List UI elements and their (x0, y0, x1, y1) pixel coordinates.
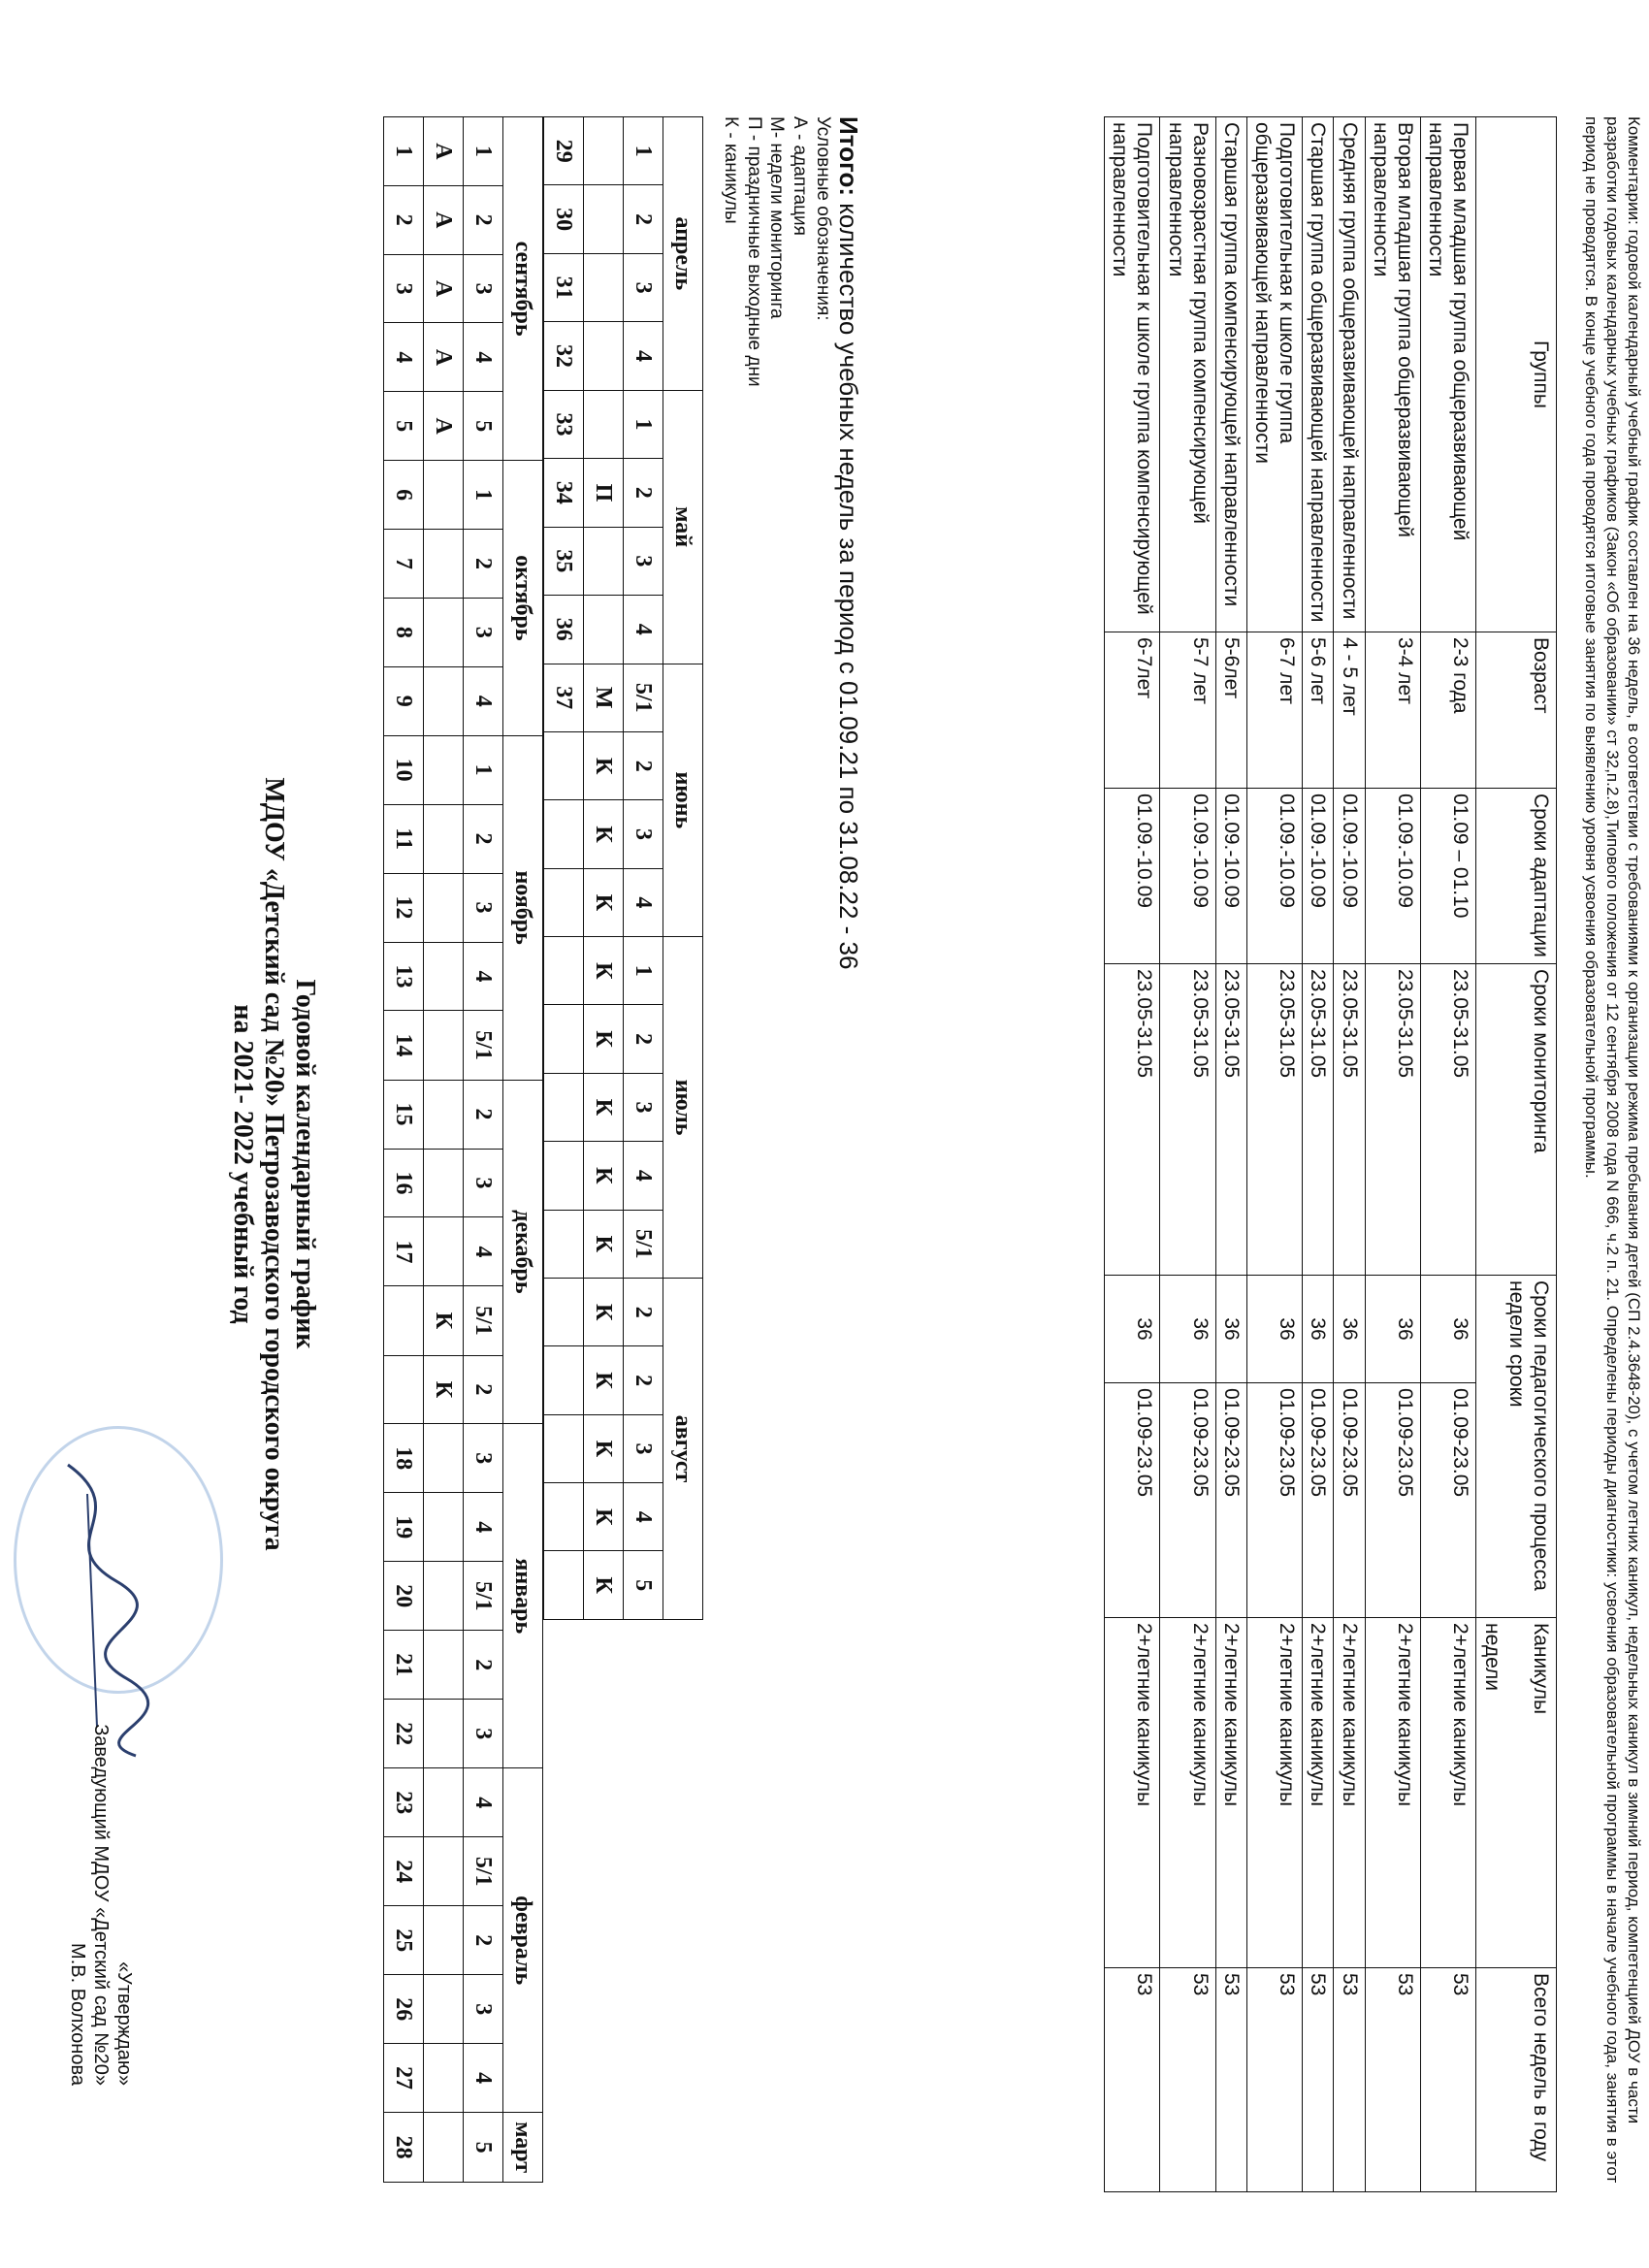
week-mark-cell (584, 527, 624, 595)
week-mark-cell: К (584, 1414, 624, 1482)
month-header-cell: январь (503, 1424, 543, 1768)
week-count-cell: 37 (544, 664, 584, 732)
total-weeks-cell: 53 (1215, 1968, 1246, 2192)
week-number-cell: 2 (624, 459, 663, 527)
week-count-cell (544, 1279, 584, 1346)
week-number-cell: 2 (624, 1279, 663, 1346)
header-age: Возраст (1476, 632, 1557, 789)
week-number-cell: 1 (624, 937, 663, 1005)
week-count-cell (544, 868, 584, 936)
week-count-cell: 6 (384, 461, 424, 530)
week-number-cell: 3 (624, 527, 663, 595)
week-mark-cell: К (584, 1073, 624, 1141)
week-number-cell: 5/1 (464, 1286, 503, 1355)
process-dates-cell: 01.09-23.05 (1160, 1383, 1215, 1618)
week-number-cell: 4 (464, 666, 503, 735)
monitoring-cell: 23.05-31.05 (1105, 964, 1160, 1276)
week-mark-cell (424, 942, 464, 1011)
table-row (1246, 117, 1302, 2192)
week-count-cell: 27 (384, 2044, 424, 2113)
process-weeks-cell: 36 (1105, 1276, 1160, 1383)
week-mark-cell: К (424, 1355, 464, 1424)
holidays-cell: 2+летние каникулы (1215, 1618, 1246, 1968)
week-number-cell: 4 (624, 596, 663, 664)
week-count-cell: 9 (384, 666, 424, 735)
week-number-cell: 1 (464, 117, 503, 186)
groups-schedule-table (1104, 116, 1557, 2192)
month-header-cell: октябрь (503, 461, 543, 736)
age-cell: 6-7лет (1105, 632, 1160, 789)
age-cell: 5-7 лет (1160, 632, 1215, 789)
week-number-cell: 2 (624, 1005, 663, 1073)
week-mark-cell (424, 1975, 464, 2044)
week-number-cell: 3 (464, 1424, 503, 1493)
week-number-cell: 3 (464, 254, 503, 323)
week-count-cell: 2 (384, 185, 424, 254)
week-count-cell: 24 (384, 1837, 424, 1906)
process-dates-cell: 01.09-23.05 (1105, 1383, 1160, 1618)
week-number-cell: 1 (464, 735, 503, 804)
total-weeks-cell: 53 (1365, 1968, 1420, 2192)
week-number-cell: 5/1 (464, 1562, 503, 1631)
legend-item: К - каникулы (721, 116, 741, 224)
table-row (1215, 117, 1246, 2192)
total-weeks-cell: 53 (1303, 1968, 1334, 2192)
week-count-cell: 29 (544, 117, 584, 185)
holidays-cell: 2+летние каникулы (1334, 1618, 1365, 1968)
week-number-cell: 5/1 (624, 1210, 663, 1279)
age-cell: 2-3 года (1421, 632, 1476, 789)
week-count-cell: 10 (384, 735, 424, 804)
month-header-cell: май (663, 390, 703, 664)
monitoring-cell: 23.05-31.05 (1160, 964, 1215, 1276)
week-mark-cell: П (584, 459, 624, 527)
page-title (227, 679, 320, 1649)
adaptation-cell: 01.09.-10.09 (1105, 789, 1160, 964)
calendar-month-row (663, 117, 703, 1620)
title-line-1: Годовой календарный график (290, 979, 320, 1349)
process-weeks-cell: 36 (1215, 1276, 1246, 1383)
age-cell: 6-7 лет (1246, 632, 1302, 789)
week-number-cell: 5/1 (624, 664, 663, 732)
group-name-cell: Вторая младшая группа общеразвивающей направленности (1365, 117, 1420, 632)
week-number-cell: 2 (464, 185, 503, 254)
adaptation-cell: 01.09.-10.09 (1303, 789, 1334, 964)
week-mark-cell: А (424, 185, 464, 254)
adaptation-cell: 01.09.-10.09 (1365, 789, 1420, 964)
groups-header-row (1476, 117, 1557, 2192)
age-cell: 5-6лет (1215, 632, 1246, 789)
week-number-cell: 5 (464, 392, 503, 461)
calendar-count-row (544, 117, 584, 1620)
week-count-cell: 7 (384, 530, 424, 599)
week-number-cell: 1 (464, 461, 503, 530)
week-mark-cell (424, 530, 464, 599)
week-number-cell: 4 (624, 1142, 663, 1210)
week-mark-cell (584, 322, 624, 390)
week-mark-cell: К (584, 1210, 624, 1279)
week-count-cell: 14 (384, 1011, 424, 1080)
process-dates-cell: 01.09-23.05 (1246, 1383, 1302, 1618)
adaptation-cell: 01.09.-10.09 (1334, 789, 1365, 964)
month-header-cell: июнь (663, 664, 703, 937)
week-mark-cell: К (584, 1279, 624, 1346)
week-mark-cell (584, 253, 624, 321)
week-mark-cell (424, 1562, 464, 1631)
week-count-cell: 17 (384, 1217, 424, 1286)
month-header-cell: февраль (503, 1768, 543, 2113)
monitoring-cell: 23.05-31.05 (1334, 964, 1365, 1276)
process-weeks-cell: 36 (1303, 1276, 1334, 1383)
month-header-cell: декабрь (503, 1080, 543, 1424)
week-number-cell: 3 (464, 598, 503, 666)
week-mark-cell (584, 596, 624, 664)
week-mark-cell: М (584, 664, 624, 732)
week-count-cell (544, 1142, 584, 1210)
monitoring-cell: 23.05-31.05 (1215, 964, 1246, 1276)
week-count-cell: 3 (384, 254, 424, 323)
week-mark-cell: К (424, 1286, 464, 1355)
week-count-cell (544, 732, 584, 800)
calendar-week-row (624, 117, 663, 1620)
week-number-cell: 1 (624, 390, 663, 458)
week-number-cell: 2 (464, 530, 503, 599)
monitoring-cell: 23.05-31.05 (1303, 964, 1334, 1276)
week-number-cell: 3 (464, 1149, 503, 1217)
week-count-cell (544, 1005, 584, 1073)
table-row (1160, 117, 1215, 2192)
week-number-cell: 5 (464, 2113, 503, 2183)
week-count-cell: 30 (544, 185, 584, 253)
table-row (1334, 117, 1365, 2192)
week-number-cell: 4 (464, 942, 503, 1011)
week-mark-cell (584, 185, 624, 253)
week-mark-cell (424, 735, 464, 804)
holidays-cell: 2+летние каникулы (1105, 1618, 1160, 1968)
week-mark-cell (424, 1906, 464, 1975)
age-cell: 4 - 5 лет (1334, 632, 1365, 789)
header-total: Всего недель в году (1476, 1968, 1557, 2192)
week-count-cell: 23 (384, 1768, 424, 1837)
adaptation-cell: 01.09 – 01.10 (1421, 789, 1476, 964)
week-count-cell: 36 (544, 596, 584, 664)
week-number-cell: 4 (464, 1493, 503, 1562)
week-count-cell: 15 (384, 1080, 424, 1149)
month-header-cell: сентябрь (503, 117, 543, 461)
header-adaptation: Сроки адаптации (1476, 789, 1557, 964)
week-mark-cell: К (584, 868, 624, 936)
week-number-cell: 4 (624, 868, 663, 936)
week-count-cell: 12 (384, 873, 424, 942)
week-mark-cell (424, 666, 464, 735)
holidays-cell: 2+летние каникулы (1365, 1618, 1420, 1968)
week-count-cell: 13 (384, 942, 424, 1011)
approval-line-3: М.В. Волхонова (67, 1943, 88, 2086)
calendar-table-apr-aug (543, 116, 703, 1620)
table-row (1365, 117, 1420, 2192)
title-line-3: на 2021- 2022 учебный год (228, 1004, 258, 1324)
total-weeks-cell: 53 (1334, 1968, 1365, 2192)
week-number-cell: 4 (464, 1217, 503, 1286)
week-count-cell: 34 (544, 459, 584, 527)
week-mark-cell (424, 1080, 464, 1149)
process-weeks-cell: 36 (1365, 1276, 1420, 1383)
week-mark-cell (424, 1424, 464, 1493)
adaptation-cell: 01.09.-10.09 (1215, 789, 1246, 964)
table-row (1421, 117, 1476, 2192)
week-count-cell: 28 (384, 2113, 424, 2183)
week-mark-cell (584, 390, 624, 458)
title-line-2: МДОУ «Детский сад №20» Петрозаводского городского округа (259, 777, 289, 1551)
week-mark-cell (424, 2113, 464, 2183)
week-number-cell: 3 (624, 1073, 663, 1141)
week-number-cell: 2 (624, 1346, 663, 1414)
process-weeks-cell: 36 (1246, 1276, 1302, 1383)
comment-text: Комментарии: годовой календарный учебный график составлен на 36 недель, в соответствии с требованиями к организации режима пребывания детей (СП 2.4.3648-20), с учетом летних каникул, недельных каникул в зимний период, компетенцией ДОУ в части разработки годовых календарных учебных графиков (Закон «Об образовании» ст 32,п.2.8),Типового положения от 12 сентября 2008 года N 666, ч.2 п. 21. Определены периоды диагностики: усвоения образовательной программы в начале учебного года, занятия в этот период не проводятся. В конце учебного года проводятся итоговые занятия по выявлению уровня усвоения образовательной программы. (1581, 116, 1643, 2184)
total-weeks-cell: 53 (1160, 1968, 1215, 2192)
table-row (1105, 117, 1160, 2192)
week-mark-cell: К (584, 1142, 624, 1210)
table-row (1303, 117, 1334, 2192)
week-count-cell: 5 (384, 392, 424, 461)
total-weeks-line (833, 116, 863, 969)
week-mark-cell (424, 804, 464, 873)
week-number-cell: 2 (464, 1906, 503, 1975)
week-mark-cell: А (424, 254, 464, 323)
week-count-cell (544, 1346, 584, 1414)
holidays-cell: 2+летние каникулы (1246, 1618, 1302, 1968)
process-weeks-cell: 36 (1160, 1276, 1215, 1383)
calendar-count-row (384, 117, 424, 2183)
total-weeks-cell: 53 (1105, 1968, 1160, 2192)
week-count-cell: 32 (544, 322, 584, 390)
week-count-cell: 8 (384, 598, 424, 666)
week-mark-cell: К (584, 1483, 624, 1551)
week-number-cell: 2 (464, 1355, 503, 1424)
week-number-cell: 4 (464, 323, 503, 392)
week-number-cell: 4 (464, 1768, 503, 1837)
week-count-cell (544, 1414, 584, 1482)
week-number-cell: 3 (624, 800, 663, 868)
week-number-cell: 2 (624, 185, 663, 253)
week-number-cell: 3 (464, 873, 503, 942)
calendar-month-row (503, 117, 543, 2183)
header-groups: Группы (1476, 117, 1557, 632)
week-count-cell: 33 (544, 390, 584, 458)
week-mark-cell (584, 117, 624, 185)
month-header-cell: август (663, 1279, 703, 1620)
week-mark-cell (424, 598, 464, 666)
process-dates-cell: 01.09-23.05 (1215, 1383, 1246, 1618)
week-count-cell: 22 (384, 1700, 424, 1768)
week-count-cell (544, 1483, 584, 1551)
total-text: количество учебных недель за период с 01.09.21 по 31.08.22 - 36 (834, 196, 863, 970)
week-number-cell: 4 (624, 322, 663, 390)
week-number-cell: 2 (464, 804, 503, 873)
week-mark-cell: К (584, 732, 624, 800)
total-weeks-cell: 53 (1421, 1968, 1476, 2192)
week-count-cell (544, 1073, 584, 1141)
week-number-cell: 1 (624, 117, 663, 185)
week-count-cell: 16 (384, 1149, 424, 1217)
week-number-cell: 5/1 (464, 1011, 503, 1080)
week-count-cell (544, 800, 584, 868)
week-number-cell: 5/1 (464, 1837, 503, 1906)
month-header-cell: ноябрь (503, 735, 543, 1080)
group-name-cell: Подготовительная к школе группа компенсирующей направленности (1105, 117, 1160, 632)
month-header-cell: март (503, 2113, 543, 2183)
legend-item: П - праздничные выходные дни (743, 116, 764, 387)
header-monitoring: Сроки мониторинга (1476, 964, 1557, 1276)
week-mark-cell (424, 2044, 464, 2113)
week-mark-cell (424, 1768, 464, 1837)
week-mark-cell (424, 1217, 464, 1286)
week-count-cell: 11 (384, 804, 424, 873)
group-name-cell: Первая младшая группа общеразвивающей направленности (1421, 117, 1476, 632)
week-count-cell: 20 (384, 1562, 424, 1631)
monitoring-cell: 23.05-31.05 (1421, 964, 1476, 1276)
approval-line-2: Заведующий МДОУ «Детский сад №20» (90, 1724, 112, 2086)
week-mark-cell: К (584, 1346, 624, 1414)
group-name-cell: Разновозрастная группа компенсирующей направленности (1160, 117, 1215, 632)
holidays-cell: 2+летние каникулы (1160, 1618, 1215, 1968)
week-number-cell: 3 (464, 1975, 503, 2044)
week-mark-cell (424, 873, 464, 942)
week-number-cell: 2 (464, 1080, 503, 1149)
holidays-cell: 2+летние каникулы (1421, 1618, 1476, 1968)
week-count-cell (544, 937, 584, 1005)
week-mark-cell (424, 1700, 464, 1768)
week-number-cell: 3 (624, 1414, 663, 1482)
week-count-cell: 25 (384, 1906, 424, 1975)
week-mark-cell (424, 461, 464, 530)
week-mark-cell (424, 1631, 464, 1700)
monitoring-cell: 23.05-31.05 (1365, 964, 1420, 1276)
week-number-cell: 2 (624, 732, 663, 800)
week-count-cell (544, 1210, 584, 1279)
legend (719, 116, 834, 698)
age-cell: 3-4 лет (1365, 632, 1420, 789)
calendar-mark-row (584, 117, 624, 1620)
week-count-cell: 26 (384, 1975, 424, 2044)
week-mark-cell (424, 1149, 464, 1217)
week-count-cell (384, 1355, 424, 1424)
week-mark-cell: А (424, 392, 464, 461)
header-holidays: Каникулы недели (1476, 1618, 1557, 1968)
week-mark-cell (424, 1493, 464, 1562)
legend-item: А - адаптация (790, 116, 811, 236)
week-count-cell: 4 (384, 323, 424, 392)
week-mark-cell: К (584, 1551, 624, 1620)
week-count-cell: 35 (544, 527, 584, 595)
header-process: Сроки педагогического процесса недели сроки (1476, 1276, 1557, 1618)
week-number-cell: 4 (464, 2044, 503, 2113)
week-count-cell (544, 1551, 584, 1620)
legend-heading: Условные обозначения: (813, 116, 833, 321)
week-count-cell: 1 (384, 117, 424, 186)
week-number-cell: 4 (624, 1483, 663, 1551)
week-mark-cell: А (424, 323, 464, 392)
process-dates-cell: 01.09-23.05 (1334, 1383, 1365, 1618)
group-name-cell: Старшая группа общеразвивающей направленности (1303, 117, 1334, 632)
month-header-cell: июль (663, 937, 703, 1279)
week-mark-cell (424, 1837, 464, 1906)
week-mark-cell: А (424, 117, 464, 186)
approval-block (66, 1639, 136, 2086)
process-weeks-cell: 36 (1334, 1276, 1365, 1383)
week-mark-cell: К (584, 800, 624, 868)
week-number-cell: 2 (464, 1631, 503, 1700)
week-number-cell: 3 (464, 1700, 503, 1768)
legend-item: М- недели мониторинга (766, 116, 788, 319)
month-header-cell: апрель (663, 117, 703, 391)
adaptation-cell: 01.09.-10.09 (1160, 789, 1215, 964)
week-mark-cell: К (584, 1005, 624, 1073)
total-label: Итого: (834, 116, 863, 196)
process-dates-cell: 01.09-23.05 (1365, 1383, 1420, 1618)
week-count-cell: 19 (384, 1493, 424, 1562)
holidays-cell: 2+летние каникулы (1303, 1618, 1334, 1968)
week-count-cell: 31 (544, 253, 584, 321)
group-name-cell: Подготовительная к школе группа общеразвивающей направленности (1246, 117, 1302, 632)
week-mark-cell (424, 1011, 464, 1080)
process-dates-cell: 01.09-23.05 (1421, 1383, 1476, 1618)
week-count-cell (384, 1286, 424, 1355)
week-count-cell: 18 (384, 1424, 424, 1493)
week-count-cell: 21 (384, 1631, 424, 1700)
calendar-table-sep-mar (383, 116, 543, 2183)
week-number-cell: 3 (624, 253, 663, 321)
group-name-cell: Старшая группа компенсирующей направленности (1215, 117, 1246, 632)
approval-line-1: «Утверждаю» (113, 1961, 135, 2086)
age-cell: 5-6 лет (1303, 632, 1334, 789)
week-number-cell: 5 (624, 1551, 663, 1620)
week-mark-cell: К (584, 937, 624, 1005)
monitoring-cell: 23.05-31.05 (1246, 964, 1302, 1276)
group-name-cell: Средняя группа общеразвивающей направленности (1334, 117, 1365, 632)
total-weeks-cell: 53 (1246, 1968, 1302, 2192)
calendar-mark-row (424, 117, 464, 2183)
process-dates-cell: 01.09-23.05 (1303, 1383, 1334, 1618)
process-weeks-cell: 36 (1421, 1276, 1476, 1383)
calendar-week-row (464, 117, 503, 2183)
adaptation-cell: 01.09.-10.09 (1246, 789, 1302, 964)
